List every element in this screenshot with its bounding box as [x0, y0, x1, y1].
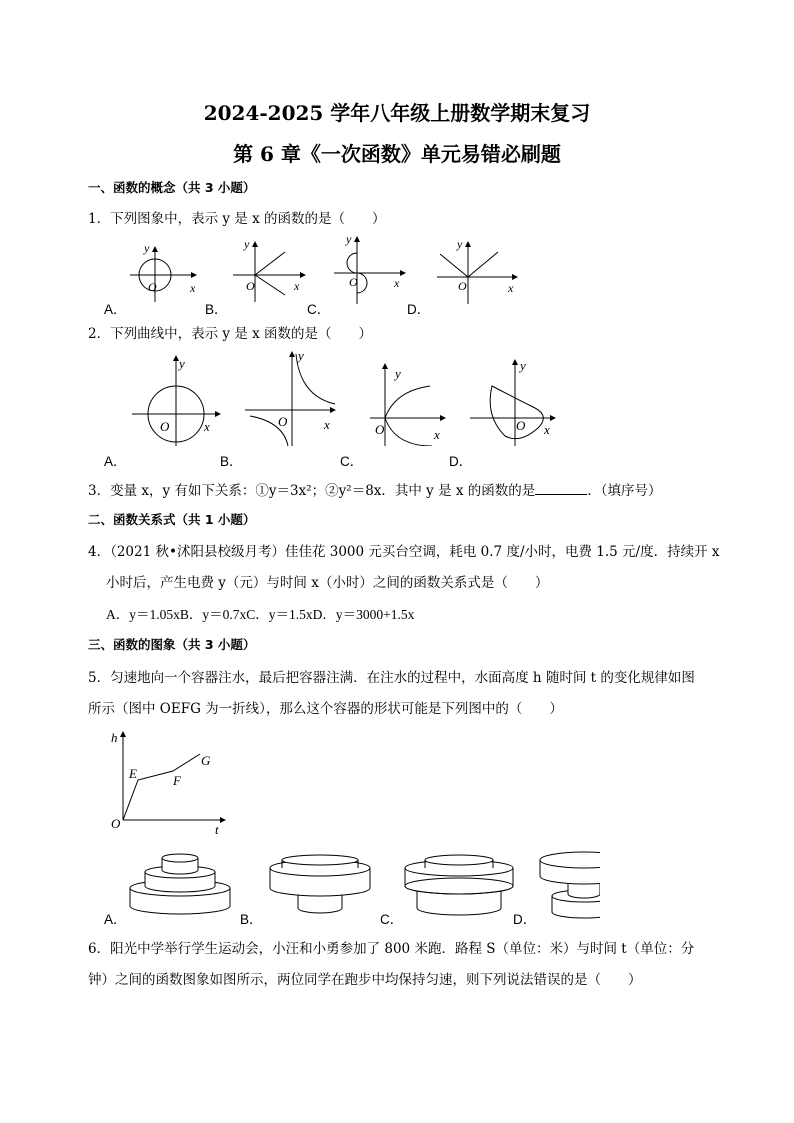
q5-e-label: E — [129, 766, 137, 781]
q5-option-c[interactable]: C． — [380, 912, 404, 927]
q2d-origin-label: O — [516, 418, 526, 433]
q1-graph-b — [233, 237, 305, 302]
q5-g-label: G — [201, 753, 211, 768]
question-5-line-1: 5．匀速地向一个容器注水，最后把容器注满．在注水的过程中，水面高度 h 随时间 t 的变化规律如图 — [88, 670, 695, 686]
question-5-line-2: 所示（图中 OEFG 为一折线），那么这个容器的形状可能是下列图中的（ ） — [88, 701, 563, 717]
q5-water-level-graph — [105, 728, 235, 838]
q3-answer-blank[interactable] — [535, 482, 587, 495]
q2b-x-label: x — [324, 417, 330, 432]
q2-graph-c — [370, 364, 445, 446]
q1-graph-d — [437, 237, 517, 304]
q2d-y-label: y — [520, 358, 526, 373]
q1-graph-c — [334, 232, 405, 304]
q1b-y-label: y — [244, 237, 250, 251]
q1-option-c[interactable]: C． — [307, 302, 331, 317]
q5-option-a[interactable]: A． — [104, 912, 127, 927]
q1-option-b[interactable]: B． — [205, 302, 228, 317]
question-3-text — [88, 479, 662, 499]
q5-h-label: h — [111, 730, 118, 745]
question-4-options[interactable]: A．y＝1.05xB．y＝0.7xC．y＝1.5xD．y＝3000+1.5x — [106, 607, 415, 622]
q5-t-label: t — [215, 822, 219, 837]
question-2-text: 2．下列曲线中，表示 y 是 x 函数的是（ ） — [88, 326, 372, 342]
question-2-figures — [120, 346, 570, 446]
title-line-2: 第 6 章《一次函数》单元易错必刷题 — [233, 142, 561, 166]
q1b-x-label: x — [294, 279, 300, 293]
section-1-heading: 一、函数的概念（共 3 小题） — [88, 180, 256, 195]
q2a-origin-label: O — [160, 419, 170, 434]
q2-graph-a — [132, 356, 220, 446]
q2b-origin-label: O — [278, 414, 288, 429]
q2c-origin-label: O — [375, 422, 385, 437]
q2-option-d[interactable]: D． — [449, 454, 473, 469]
q1a-origin-label: O — [148, 280, 157, 294]
q1a-y-label: y — [144, 241, 150, 255]
q1c-y-label: y — [346, 232, 352, 246]
q2c-x-label: x — [434, 427, 440, 442]
q2-graph-b — [245, 348, 335, 446]
section-3-heading: 三、函数的图象（共 3 小题） — [88, 637, 256, 652]
q5-option-b[interactable]: B． — [240, 912, 263, 927]
container-d — [540, 852, 600, 918]
q5-option-d[interactable]: D． — [513, 912, 537, 927]
q1-option-d[interactable]: D． — [407, 302, 431, 317]
container-c — [405, 855, 513, 915]
q2-option-b[interactable]: B． — [220, 454, 243, 469]
q1c-x-label: x — [394, 276, 400, 290]
q1d-y-label: y — [457, 237, 463, 251]
q1d-x-label: x — [508, 281, 514, 295]
question-4-line-1: 4．（2021 秋•沭阳县校级月考）佳佳花 3000 元买台空调，耗电 0.7 度/小时，电费 1.5 元/度．持续开 x — [88, 544, 720, 560]
q2c-y-label: y — [395, 366, 401, 381]
q5-f-label: F — [173, 773, 181, 788]
q2-graph-d — [470, 358, 555, 446]
title-line-1: 2024-2025 学年八年级上册数学期末复习 — [203, 101, 591, 125]
q1-graph-a — [130, 241, 196, 302]
q3-text-before: 3．变量 x，y 有如下关系：①y＝3x²；②y²＝8x．其中 y 是 x 的函数的是 — [88, 483, 536, 499]
question-1-text: 1．下列图象中，表示 y 是 x 的函数的是（ ） — [88, 211, 386, 227]
q2-option-c[interactable]: C． — [340, 454, 364, 469]
question-6-line-2: 钟）之间的函数图象如图所示，两位同学在跑步中均保持匀速，则下列说法错误的是（ ） — [88, 972, 642, 988]
q1c-origin-label: O — [349, 275, 358, 289]
container-a — [130, 854, 230, 914]
q2-option-a[interactable]: A． — [104, 454, 127, 469]
q5-origin-label: O — [111, 816, 121, 831]
q2d-x-label: x — [544, 422, 550, 437]
section-2-heading: 二、函数关系式（共 1 小题） — [88, 512, 256, 527]
question-4-line-2: 小时后，产生电费 y（元）与时间 x（小时）之间的函数关系式是（ ） — [106, 575, 549, 591]
container-b — [270, 855, 370, 913]
q2b-y-label: y — [298, 348, 304, 363]
q1d-origin-label: O — [458, 279, 467, 293]
q1-option-a[interactable]: A． — [104, 302, 127, 317]
question-6-line-1: 6．阳光中学举行学生运动会，小汪和小勇参加了 800 米跑．路程 S（单位：米）与时间 t（单位：分 — [88, 941, 695, 957]
q1a-x-label: x — [190, 281, 196, 295]
q3-text-after: ．（填序号） — [587, 483, 662, 499]
q1b-origin-label: O — [246, 279, 255, 293]
q2a-x-label: x — [204, 419, 210, 434]
q2a-y-label: y — [179, 356, 185, 371]
